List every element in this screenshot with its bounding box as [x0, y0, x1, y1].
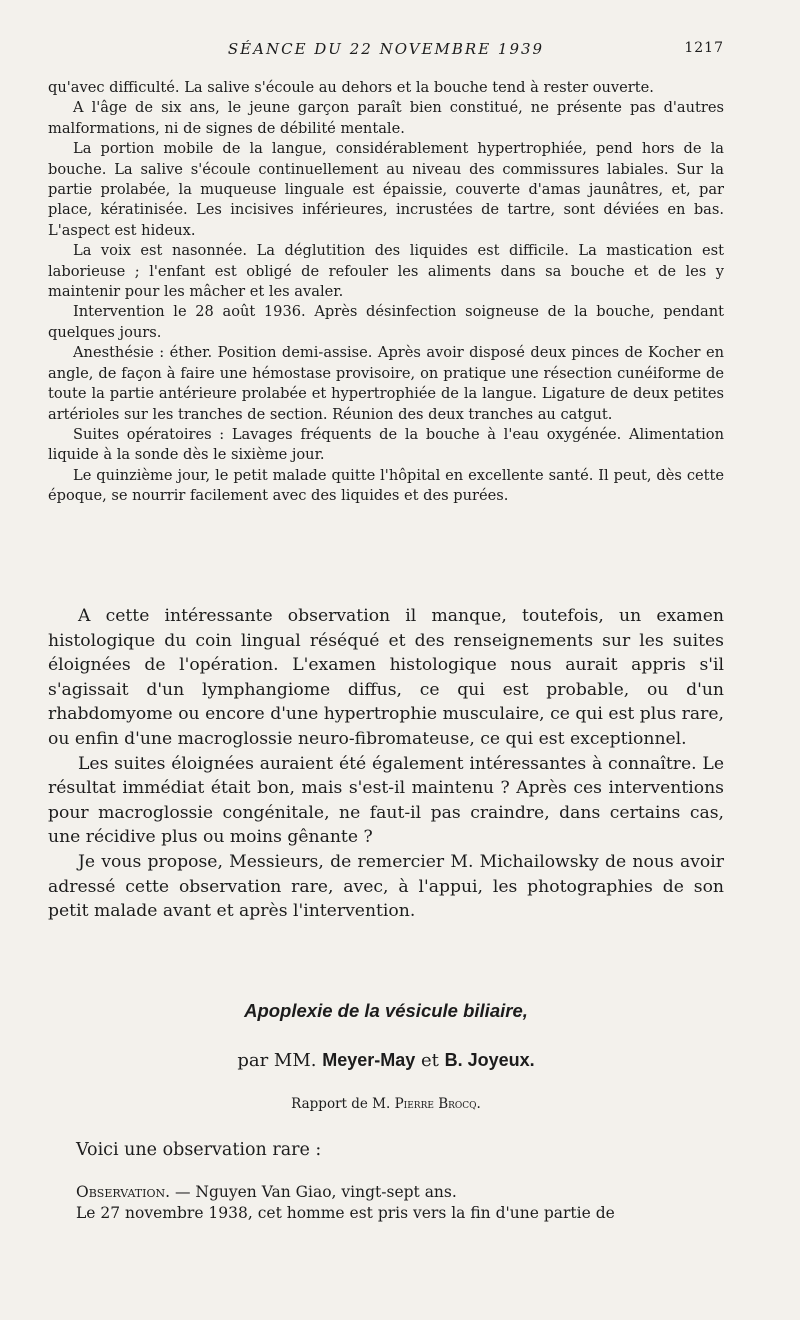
observation-patient: — Nguyen Van Giao, vingt-sept ans. — [174, 1183, 457, 1201]
report-prefix: Rapport de M. — [291, 1096, 391, 1112]
observation-label: Observation. — [76, 1183, 171, 1201]
case-paragraph: Intervention le 28 août 1936. Après désinfection soigneuse de la bouche, pendant quelques jours. — [48, 303, 724, 341]
case-report-text — [48, 78, 724, 507]
running-title: SÉANCE DU 22 NOVEMBRE 1939 — [227, 40, 545, 58]
case-paragraph: qu'avec difficulté. La salive s'écoule au dehors et la bouche tend à rester ouverte. — [48, 79, 654, 96]
author-name: B. Joyeux. — [444, 1050, 535, 1070]
observation-text — [48, 1182, 724, 1224]
authors-conjunction: et — [421, 1050, 439, 1071]
case-paragraph: Suites opératoires : Lavages fréquents de la bouche à l'eau oxygénée. Alimentation liquide à la sonde dès le sixième jour. — [48, 425, 724, 464]
report-line — [48, 1096, 724, 1112]
authors-prefix: par MM. — [237, 1050, 317, 1071]
case-paragraph: La voix est nasonnée. La déglutition des liquides est difficile. La mastication est laborieuse ; l'enfant est obligé de refouler les aliments dans sa bouche et de les y maintenir pour les mâcher et les avaler. — [48, 242, 724, 301]
case-paragraph: La portion mobile de la langue, considérablement hypertrophiée, pend hors de la bouche. La salive s'écoule continuellement au niveau des commissures labiales. Sur la partie prolabée, la muqueuse linguale est épaissie, couverte d'amas jaunâtres, et, par place, kératinisée. Les incisives inférieures, incrustées de tartre, sont déviées en bas. L'aspect est hideux. — [48, 140, 724, 239]
page-number: 1217 — [684, 40, 724, 56]
commentary-text — [48, 604, 724, 924]
observation-paragraph: Le 27 novembre 1938, cet homme est pris vers la fin d'une partie de — [76, 1204, 615, 1222]
case-paragraph: Anesthésie : éther. Position demi-assise. Après avoir disposé deux pinces de Kocher en angle, de façon à faire une hémostase provisoire, on pratique une résection cunéiforme de toute la partie antérieure prolabée et hypertrophiée de la langue. Ligature de deux petites artérioles sur les tranches de section. Réunion des deux tranches au catgut. — [48, 344, 724, 423]
page-header — [48, 40, 724, 64]
authors-line — [48, 1050, 724, 1071]
article-title: Apoplexie de la vésicule biliaire, — [244, 1000, 528, 1021]
author-name: Meyer-May — [322, 1050, 416, 1070]
case-paragraph: A l'âge de six ans, le jeune garçon paraît bien constitué, ne présente pas d'autres malformations, ni de signes de débilité mentale. — [48, 99, 724, 137]
reporter-name: Pierre Brocq. — [394, 1096, 481, 1112]
commentary-paragraph: Les suites éloignées auraient été également intéressantes à connaître. Le résultat immédiat était bon, mais s'est-il maintenu ? Après ces interventions pour macroglossie congénitale, ne faut-il pas craindre, dans certains cas, une récidive plus ou moins gênante ? — [48, 753, 724, 848]
observation-heading — [48, 1182, 724, 1203]
commentary-paragraph: Je vous propose, Messieurs, de remercier M. Michailowsky de nous avoir adressé cette observation rare, avec, à l'appui, les photographies de son petit malade avant et après l'intervention. — [48, 851, 724, 922]
intro-line: Voici une observation rare : — [76, 1140, 322, 1160]
commentary-paragraph: A cette intéressante observation il manque, toutefois, un examen histologique du coin lingual réséqué et des renseignements sur les suites éloignées de l'opération. L'examen histologique nous aurait appris s'il s'agissait d'un lymphangiome diffus, ce qui est probable, ou d'un rhabdomyome ou encore d'une hypertrophie musculaire, ce qui est plus rare, ou enfin d'une macroglossie neuro-fibromateuse, ce qui est exceptionnel. — [48, 606, 724, 749]
case-paragraph: Le quinzième jour, le petit malade quitte l'hôpital en excellente santé. Il peut, dès cette époque, se nourrir facilement avec des liquides et des purées. — [48, 466, 724, 505]
